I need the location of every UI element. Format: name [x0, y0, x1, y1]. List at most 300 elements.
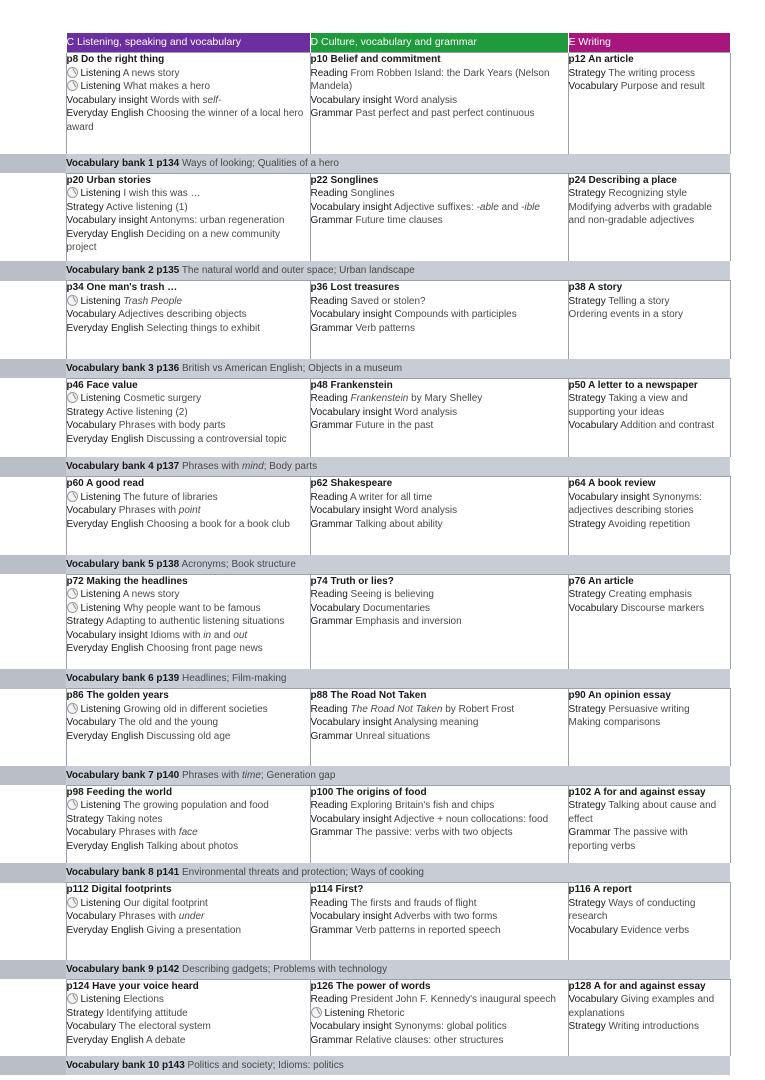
- skill-label: Everyday English: [66, 433, 144, 445]
- skill-label: Everyday English: [66, 228, 144, 240]
- topic-text: The passive: verbs with two objects: [355, 827, 513, 838]
- unit-row: [0, 173, 730, 261]
- topic-text: The writing process: [608, 67, 696, 79]
- skill-label: Vocabulary insight: [568, 491, 650, 503]
- topic-text: Adjective suffixes:: [393, 201, 477, 213]
- lesson-title: p88 The Road Not Taken: [310, 690, 427, 701]
- skill-label: Vocabulary: [568, 994, 618, 1005]
- lesson-line: [569, 308, 730, 322]
- lesson-title: p124 Have your voice heard: [66, 980, 199, 992]
- vocabulary-bank-row: [0, 1056, 730, 1075]
- vocabulary-bank-topic: time: [242, 769, 261, 781]
- unit-row: [0, 689, 730, 766]
- topic-text: Phrases with body parts: [118, 420, 226, 431]
- skill-label: Vocabulary insight: [310, 717, 392, 728]
- lesson-cell-listening-speaking: [66, 281, 310, 359]
- lesson-line: [569, 993, 730, 1020]
- lesson-line: [311, 730, 568, 744]
- lesson-title: p60 A good read: [66, 478, 145, 489]
- skill-label: Vocabulary: [568, 420, 618, 431]
- lesson-line: [67, 799, 310, 813]
- skill-label: Listening: [80, 188, 121, 199]
- topic-text: Phrases with: [118, 911, 179, 922]
- topic-text: Discussing old age: [146, 730, 231, 742]
- topic-text: Synonyms: global politics: [394, 1021, 507, 1032]
- lesson-line: [67, 201, 310, 215]
- skill-label: Reading: [310, 589, 348, 600]
- lesson-line: [67, 187, 310, 201]
- topic-text: and: [211, 629, 234, 641]
- lesson-line: [67, 214, 310, 228]
- lesson-line: [67, 840, 310, 854]
- audio-icon: [67, 799, 78, 810]
- topic-text: Addition and contrast: [620, 420, 715, 431]
- vocabulary-bank-topic: Headlines; Film-making: [181, 673, 287, 684]
- topic-text: Discourse markers: [620, 602, 705, 614]
- topic-text: and: [498, 201, 522, 213]
- vocabulary-bank-row: [0, 863, 730, 883]
- lesson-title: p116 A report: [568, 884, 632, 895]
- lesson-cell-writing: [568, 883, 730, 960]
- topic-text: The Road Not Taken: [350, 703, 443, 715]
- vocabulary-bank-row: [0, 154, 730, 174]
- topic-text: Verb patterns in reported speech: [355, 924, 501, 936]
- lesson-line: [67, 993, 310, 1007]
- lesson-title: p48 Frankenstein: [310, 379, 393, 391]
- lesson-line: [67, 716, 310, 730]
- vocabulary-bank-row: [0, 766, 730, 786]
- skill-label: Everyday English: [66, 730, 144, 742]
- lesson-line: [311, 993, 568, 1007]
- lesson-cell-culture-grammar: [310, 281, 568, 359]
- vocabulary-bank-label: Vocabulary bank 4 p137: [66, 461, 180, 472]
- lesson-line: [311, 602, 568, 616]
- lesson-line: [67, 406, 310, 420]
- lesson-line: [67, 419, 310, 433]
- topic-text: Choosing the winner of a local hero award: [66, 108, 304, 133]
- skill-label: Reading: [310, 800, 348, 811]
- lesson-line: [67, 642, 310, 656]
- skill-label: Listening: [80, 994, 121, 1005]
- lesson-title: p10 Belief and commitment: [310, 54, 441, 65]
- lesson-cell-culture-grammar: [310, 173, 568, 261]
- bank-spacer: [0, 555, 66, 575]
- audio-icon: [67, 491, 78, 502]
- lesson-title: p112 Digital footprints: [66, 884, 172, 895]
- skill-label: Grammar: [568, 827, 611, 838]
- topic-text: Frankenstein: [350, 393, 409, 404]
- topic-text: Ways of conducting research: [568, 897, 696, 922]
- lesson-cell-writing: [568, 979, 730, 1056]
- unit-row: [0, 53, 730, 154]
- lesson-line: [311, 897, 568, 911]
- lesson-title: p46 Face value: [66, 379, 138, 391]
- topic-text: A news story: [122, 67, 180, 79]
- lesson-title: p128 A for and against essay: [568, 980, 706, 992]
- vocabulary-bank-label: Vocabulary bank 9 p142: [66, 963, 180, 975]
- lesson-title: p98 Feeding the world: [66, 786, 173, 798]
- topic-text: The growing population and food: [123, 800, 269, 811]
- skill-label: Listening: [80, 602, 121, 614]
- lesson-line: [311, 924, 568, 938]
- audio-icon: [67, 602, 78, 613]
- lesson-line: [67, 308, 310, 322]
- skill-label: Reading: [310, 188, 348, 199]
- unit-row: [0, 281, 730, 359]
- topic-text: Ordering events in a story: [568, 309, 683, 320]
- topic-text: Compounds with participles: [394, 309, 517, 320]
- topic-text: Active listening (1): [105, 201, 188, 213]
- topic-text: Adjectives describing objects: [118, 309, 247, 320]
- topic-text: Purpose and result: [620, 81, 705, 92]
- topic-text: Phrases with: [118, 827, 179, 838]
- topic-text: Talking about ability: [355, 518, 443, 530]
- skill-label: Listening: [80, 295, 121, 307]
- vocabulary-bank-row: [0, 555, 730, 575]
- unit-row: [0, 785, 730, 863]
- skill-label: Listening: [80, 81, 121, 92]
- vocabulary-bank-topic: Describing gadgets; Problems with technology: [181, 963, 388, 975]
- row-spacer: [0, 173, 66, 261]
- skill-label: Vocabulary: [66, 420, 116, 431]
- skill-label: Grammar: [310, 730, 353, 742]
- lesson-line: [569, 67, 730, 81]
- lesson-line: [311, 1007, 568, 1021]
- vocabulary-bank-topic: British vs American English; Objects in a museum: [181, 362, 403, 374]
- lesson-line: [311, 406, 568, 420]
- bank-spacer: [0, 154, 66, 174]
- lesson-cell-listening-speaking: [66, 53, 310, 154]
- vocabulary-bank-topic: ; Body parts: [263, 461, 318, 472]
- vocabulary-bank-topic: Phrases with: [181, 461, 243, 472]
- lesson-title: p50 A letter to a newspaper: [568, 379, 698, 391]
- topic-text: Creating emphasis: [608, 589, 692, 600]
- topic-text: Seeing is believing: [350, 589, 434, 600]
- topic-text: Why people want to be famous: [123, 602, 261, 614]
- lesson-line: [67, 813, 310, 827]
- lesson-title: p126 The power of words: [310, 980, 431, 992]
- lesson-cell-listening-speaking: [66, 173, 310, 261]
- vocabulary-bank-cell: [66, 863, 730, 883]
- lesson-cell-culture-grammar: [310, 378, 568, 457]
- skill-label: Vocabulary insight: [310, 813, 392, 825]
- skill-label: Vocabulary insight: [66, 215, 148, 226]
- topic-text: Cosmetic surgery: [123, 393, 202, 404]
- vocabulary-bank-topic: Ways of looking; Qualities of a hero: [181, 157, 339, 169]
- skill-label: Vocabulary insight: [310, 406, 392, 418]
- lesson-title: p114 First?: [310, 884, 364, 895]
- column-headers: [0, 33, 730, 53]
- topic-text: The future of libraries: [123, 491, 218, 503]
- topic-text: Talking about photos: [146, 840, 239, 852]
- skill-label: Vocabulary insight: [310, 201, 392, 213]
- lesson-title: p72 Making the headlines: [66, 575, 188, 587]
- skill-label: Grammar: [310, 322, 353, 334]
- skill-label: Vocabulary: [568, 81, 618, 92]
- skill-label: Vocabulary: [568, 924, 618, 936]
- skill-label: Listening: [80, 703, 121, 715]
- skill-label: Reading: [310, 703, 348, 715]
- vocabulary-bank-topic: mind: [242, 461, 264, 472]
- unit-row: [0, 378, 730, 457]
- vocabulary-bank-cell: [66, 457, 730, 477]
- lesson-title: p22 Songlines: [310, 174, 379, 186]
- skill-label: Strategy: [568, 897, 606, 909]
- lesson-line: [67, 1007, 310, 1021]
- lesson-line: [569, 518, 730, 532]
- topic-text: -ible: [521, 201, 540, 213]
- lesson-line: [569, 1020, 730, 1034]
- topic-text: Our digital footprint: [123, 897, 208, 909]
- lesson-line: [311, 716, 568, 730]
- topic-text: Word analysis: [394, 94, 458, 106]
- topic-text: Word analysis: [394, 406, 458, 418]
- topic-text: A debate: [146, 1034, 186, 1046]
- topic-text: A writer for all time: [350, 491, 433, 503]
- bank-spacer: [0, 960, 66, 980]
- skill-label: Grammar: [310, 924, 353, 936]
- skill-label: Listening: [80, 67, 121, 79]
- vocabulary-bank-cell: [66, 766, 730, 786]
- skill-label: Vocabulary insight: [310, 94, 392, 106]
- lesson-title: p64 A book review: [568, 478, 656, 489]
- topic-text: Recognizing style: [608, 188, 687, 199]
- topic-text: Deciding on a new community project: [66, 228, 280, 253]
- skill-label: Vocabulary: [310, 602, 360, 614]
- skill-label: Strategy: [66, 1007, 104, 1019]
- skill-label: Listening: [80, 589, 121, 600]
- topic-text: Telling a story: [608, 295, 670, 307]
- lesson-line: [569, 295, 730, 309]
- bank-spacer: [0, 1056, 66, 1075]
- vocabulary-bank-cell: [66, 359, 730, 379]
- topic-text: by Mary Shelley: [408, 393, 483, 404]
- skill-label: Strategy: [568, 67, 606, 79]
- lesson-cell-writing: [568, 689, 730, 766]
- vocabulary-bank-row: [0, 261, 730, 281]
- skill-label: Strategy: [66, 406, 104, 418]
- lesson-line: [67, 433, 310, 447]
- topic-text: The old and the young: [118, 717, 219, 728]
- skill-label: Vocabulary insight: [66, 629, 148, 641]
- topic-text: Exploring Britain's fish and chips: [350, 800, 495, 811]
- topic-text: Trash People: [123, 295, 183, 307]
- skill-label: Everyday English: [66, 1034, 144, 1046]
- audio-icon: [67, 187, 78, 198]
- vocabulary-bank-label: Vocabulary bank 10 p143: [66, 1060, 185, 1071]
- vocabulary-bank-label: Vocabulary bank 8 p141: [66, 867, 180, 878]
- vocabulary-bank-row: [0, 359, 730, 379]
- vocabulary-bank-label: Vocabulary bank 3 p136: [66, 362, 180, 374]
- topic-text: Rhetoric: [367, 1007, 405, 1019]
- lesson-line: [67, 518, 310, 532]
- topic-text: Verb patterns: [355, 322, 415, 334]
- lesson-title: p74 Truth or lies?: [310, 575, 394, 587]
- bank-spacer: [0, 261, 66, 281]
- vocabulary-bank-label: Vocabulary bank 2 p135: [66, 265, 180, 276]
- vocabulary-bank-cell: [66, 1056, 730, 1075]
- lesson-cell-culture-grammar: [310, 574, 568, 669]
- topic-text: Phrases with: [118, 505, 179, 516]
- audio-icon: [67, 80, 78, 91]
- topic-text: Words with: [150, 94, 203, 106]
- lesson-line: [67, 107, 310, 134]
- lesson-line: [311, 813, 568, 827]
- skill-label: Grammar: [310, 827, 353, 838]
- skill-label: Strategy: [568, 393, 606, 404]
- unit-row: [0, 979, 730, 1056]
- vocabulary-bank-label: Vocabulary bank 7 p140: [66, 769, 180, 781]
- lesson-line: [569, 602, 730, 616]
- topic-text: Active listening (2): [105, 406, 188, 418]
- lesson-line: [569, 491, 730, 518]
- lesson-line: [67, 322, 310, 336]
- vocabulary-bank-topic: Acronyms; Book structure: [181, 558, 296, 570]
- skill-label: Grammar: [310, 518, 353, 530]
- topic-text: Future in the past: [355, 420, 434, 431]
- topic-text: Antonyms: urban regeneration: [149, 215, 285, 226]
- lesson-line: [67, 910, 310, 924]
- skill-label: Grammar: [310, 616, 353, 627]
- header-spacer: [0, 33, 66, 53]
- lesson-line: [67, 228, 310, 255]
- lesson-line: [67, 629, 310, 643]
- vocabulary-bank-topic: Environmental threats and protection; Ways of cooking: [181, 867, 424, 878]
- lesson-line: [67, 67, 310, 81]
- audio-icon: [311, 1007, 322, 1018]
- row-spacer: [0, 281, 66, 359]
- topic-text: Avoiding repetition: [607, 518, 691, 530]
- lesson-line: [67, 1034, 310, 1048]
- lesson-cell-writing: [568, 378, 730, 457]
- lesson-line: [311, 1020, 568, 1034]
- row-spacer: [0, 883, 66, 960]
- skill-label: Vocabulary: [66, 827, 116, 838]
- lesson-line: [569, 703, 730, 717]
- topic-text: Evidence verbs: [620, 924, 690, 936]
- row-spacer: [0, 378, 66, 457]
- lesson-line: [311, 392, 568, 406]
- topic-text: The electoral system: [118, 1021, 211, 1032]
- contents-table: [0, 33, 731, 1075]
- skill-label: Vocabulary: [66, 717, 116, 728]
- bank-spacer: [0, 359, 66, 379]
- lesson-title: p76 An article: [568, 575, 634, 587]
- bank-spacer: [0, 766, 66, 786]
- topic-text: From Robben Island: the Dark Years (Nelson Mandela): [310, 67, 550, 92]
- skill-label: Vocabulary: [66, 911, 116, 922]
- skill-label: Listening: [80, 491, 121, 503]
- topic-text: Choosing a book for a book club: [146, 518, 290, 530]
- unit-row: [0, 883, 730, 960]
- audio-icon: [67, 993, 78, 1004]
- lesson-line: [67, 94, 310, 108]
- topic-text: Talking about cause and effect: [568, 800, 717, 825]
- topic-text: face: [178, 827, 198, 838]
- skill-label: Strategy: [568, 800, 606, 811]
- lesson-line: [67, 491, 310, 505]
- lesson-line: [569, 924, 730, 938]
- lesson-cell-listening-speaking: [66, 883, 310, 960]
- skill-label: Everyday English: [66, 322, 144, 334]
- unit-row: [0, 574, 730, 669]
- lesson-line: [67, 826, 310, 840]
- skill-label: Reading: [310, 994, 348, 1005]
- lesson-line: [311, 615, 568, 629]
- lesson-line: [67, 924, 310, 938]
- lesson-title: p102 A for and against essay: [568, 786, 706, 798]
- audio-icon: [67, 588, 78, 599]
- skill-label: Vocabulary: [66, 309, 116, 320]
- skill-label: Vocabulary insight: [310, 309, 392, 320]
- lesson-line: [311, 107, 568, 121]
- skill-label: Vocabulary: [66, 1021, 116, 1032]
- lesson-line: [67, 392, 310, 406]
- row-spacer: [0, 477, 66, 555]
- topic-text: Adverbs with two forms: [393, 911, 498, 922]
- skill-label: Reading: [310, 295, 348, 307]
- topic-text: Synonyms: adjectives describing stories: [568, 491, 702, 516]
- lesson-cell-listening-speaking: [66, 689, 310, 766]
- skill-label: Strategy: [66, 201, 104, 213]
- audio-icon: [67, 67, 78, 78]
- skill-label: Vocabulary insight: [66, 94, 148, 106]
- lesson-line: [67, 1020, 310, 1034]
- lesson-line: [67, 703, 310, 717]
- topic-text: self-: [202, 94, 222, 106]
- topic-text: Saved or stolen?: [350, 295, 426, 307]
- lesson-cell-listening-speaking: [66, 979, 310, 1056]
- lesson-line: [311, 1034, 568, 1048]
- lesson-line: [67, 80, 310, 94]
- lesson-line: [311, 322, 568, 336]
- topic-text: under: [178, 911, 205, 922]
- skill-label: Grammar: [310, 215, 353, 226]
- lesson-cell-listening-speaking: [66, 378, 310, 457]
- topic-text: Discussing a controversial topic: [146, 433, 287, 445]
- topic-text: Writing introductions: [608, 1021, 699, 1032]
- lesson-line: [67, 897, 310, 911]
- skill-label: Vocabulary: [66, 505, 116, 516]
- lesson-line: [569, 80, 730, 94]
- skill-label: Strategy: [568, 295, 606, 307]
- lesson-line: [311, 504, 568, 518]
- topic-text: The passive with reporting verbs: [568, 827, 688, 852]
- lesson-line: [311, 94, 568, 108]
- lesson-line: [569, 419, 730, 433]
- lesson-line: [311, 588, 568, 602]
- row-spacer: [0, 785, 66, 863]
- skill-label: Listening: [80, 393, 121, 404]
- audio-icon: [67, 392, 78, 403]
- lesson-title: p34 One man's trash …: [66, 282, 178, 293]
- skill-label: Reading: [310, 491, 348, 503]
- topic-text: Word analysis: [394, 505, 458, 516]
- vocabulary-bank-label: Vocabulary bank 6 p139: [66, 673, 180, 684]
- lesson-line: [67, 730, 310, 744]
- skill-label: Grammar: [310, 1034, 353, 1046]
- topic-text: -able: [476, 201, 499, 213]
- skill-label: Everyday English: [66, 518, 144, 530]
- topic-text: Choosing front page news: [146, 643, 263, 654]
- skill-label: Grammar: [310, 420, 353, 431]
- skill-label: Grammar: [310, 108, 353, 119]
- topic-text: I wish this was …: [123, 188, 201, 199]
- vocabulary-bank-cell: [66, 960, 730, 980]
- bank-spacer: [0, 863, 66, 883]
- lesson-cell-listening-speaking: [66, 785, 310, 863]
- topic-text: Selecting things to exhibit: [146, 322, 260, 334]
